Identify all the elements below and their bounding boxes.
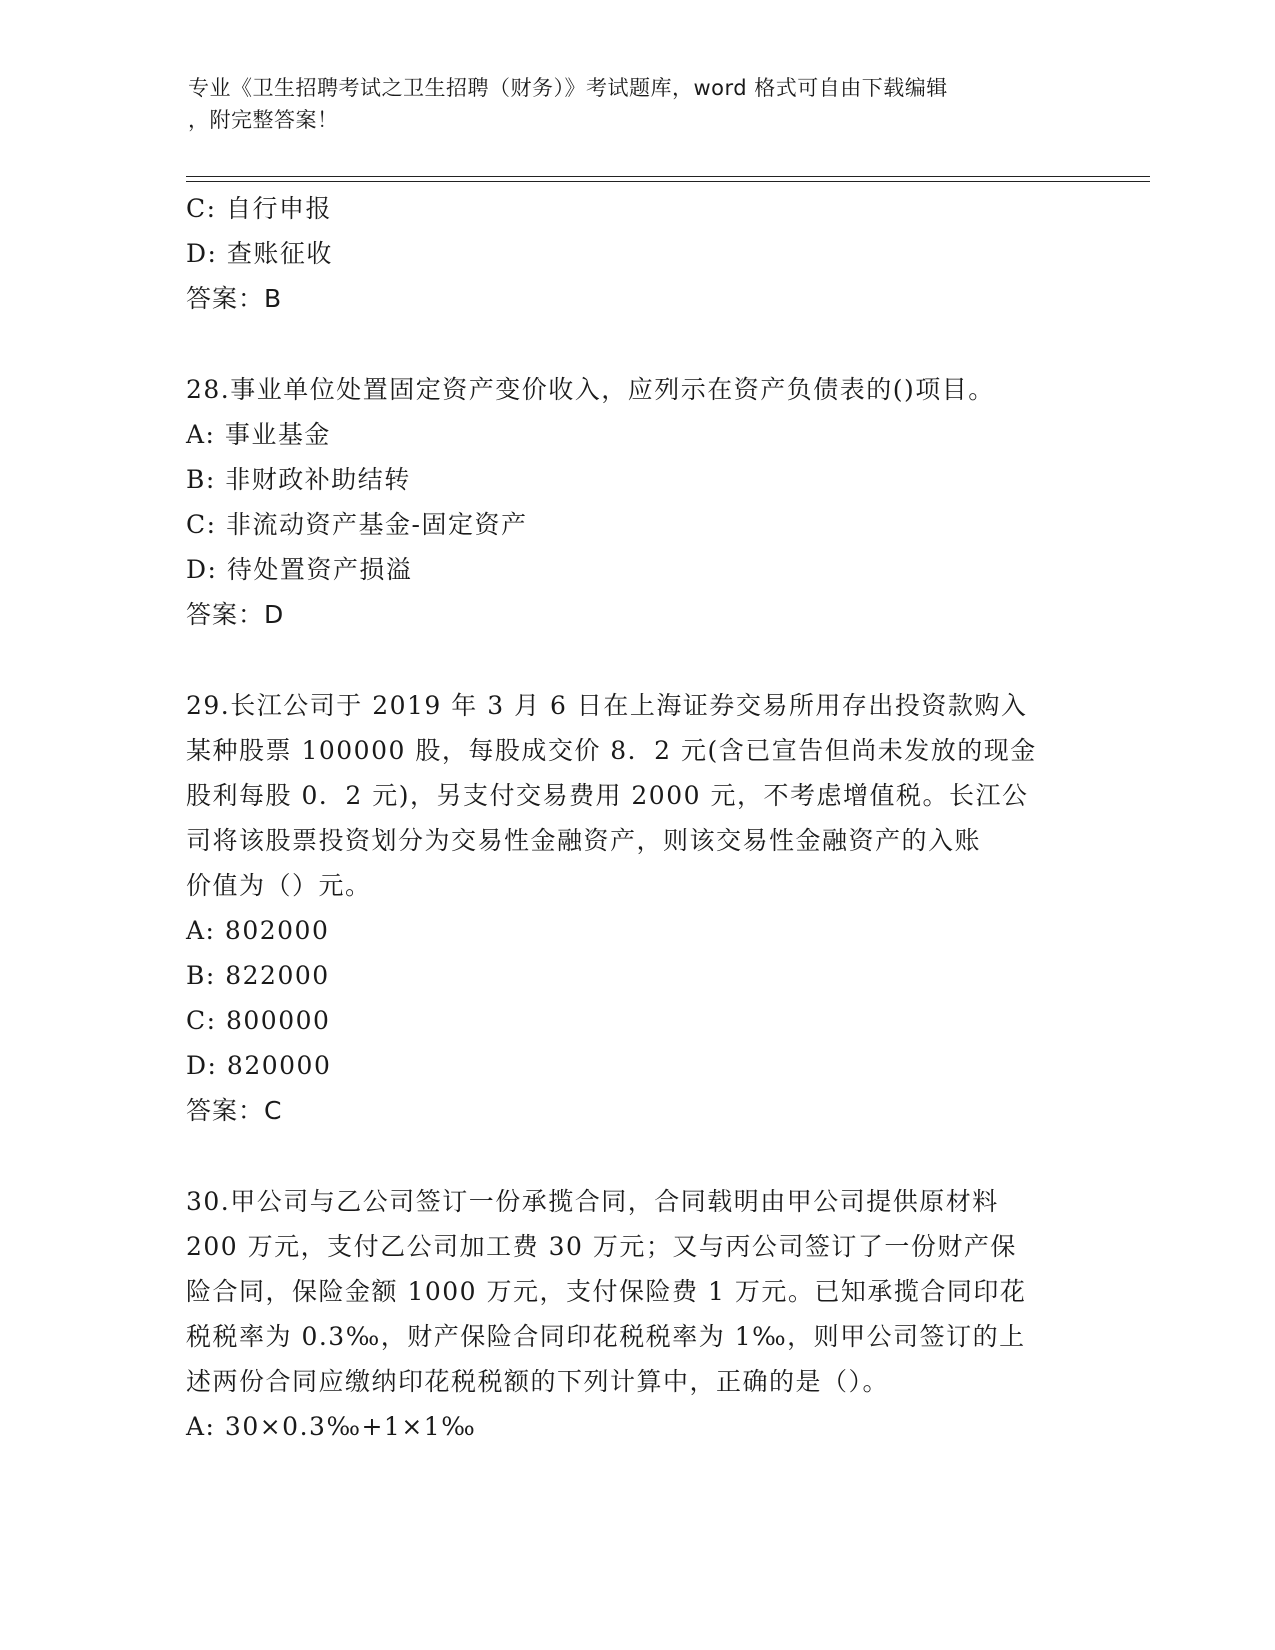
question-stem: [186, 367, 1066, 412]
stem-line: 税税率为 0.3‰，财产保险合同印花税税率为 1‰，则甲公司签订的上: [186, 1322, 1026, 1351]
stem-line: 200 万元，支付乙公司加工费 30 万元；又与丙公司签订了一份财产保: [186, 1232, 1017, 1261]
document-header: [188, 72, 1068, 136]
stem-line: 述两份合同应缴纳印花税税额的下列计算中，正确的是（）。: [186, 1367, 890, 1396]
stem-line: 某种股票 100000 股，每股成交价 8．2 元(含已宣告但尚未发放的现金: [186, 736, 1037, 765]
header-line-1: 专业《卫生招聘考试之卫生招聘（财务）》考试题库，word 格式可自由下载编辑: [188, 76, 948, 100]
question-stem: [186, 1179, 1066, 1404]
option-a: A: 30×0.3‰+1×1‰: [186, 1412, 477, 1441]
question-29: [186, 683, 1076, 1133]
answer-line: 答案：C: [186, 1096, 283, 1125]
option-c: C: 800000: [186, 1006, 331, 1035]
question-28: [186, 367, 1076, 637]
option-d: D: 820000: [186, 1051, 332, 1080]
option-c: C: 非流动资产基金-固定资产: [186, 510, 528, 539]
question-stem: [186, 683, 1066, 908]
option-b: B: 非财政补助结转: [186, 465, 411, 494]
question-30: [186, 1179, 1076, 1449]
question-27-tail: [186, 186, 1076, 321]
option-a: A: 事业基金: [186, 420, 331, 449]
stem-line: 险合同，保险金额 1000 万元，支付保险费 1 万元。已知承揽合同印花: [186, 1277, 1027, 1306]
option-c: C: 自行申报: [186, 194, 332, 223]
header-line-2: ，附完整答案！: [188, 108, 339, 132]
stem-line: 司将该股票投资划分为交易性金融资产，则该交易性金融资产的入账: [186, 826, 982, 855]
stem-line: 28.事业单位处置固定资产变价收入，应列示在资产负债表的()项目。: [186, 375, 995, 404]
question-list: [186, 186, 1076, 1449]
answer-line: 答案：D: [186, 600, 285, 629]
stem-line: 价值为（）元。: [186, 871, 372, 900]
stem-line: 30.甲公司与乙公司签订一份承揽合同，合同载明由甲公司提供原材料: [186, 1187, 999, 1216]
answer-line: 答案：B: [186, 284, 283, 313]
option-b: B: 822000: [186, 961, 330, 990]
option-d: D: 待处置资产损溢: [186, 555, 413, 584]
stem-line: 29.长江公司于 2019 年 3 月 6 日在上海证券交易所用存出投资款购入: [186, 691, 1028, 720]
option-a: A: 802000: [186, 916, 330, 945]
stem-line: 股利每股 0．2 元)，另支付交易费用 2000 元，不考虑增值税。长江公: [186, 781, 1029, 810]
option-d: D: 查账征收: [186, 239, 333, 268]
header-divider: [186, 176, 1150, 182]
